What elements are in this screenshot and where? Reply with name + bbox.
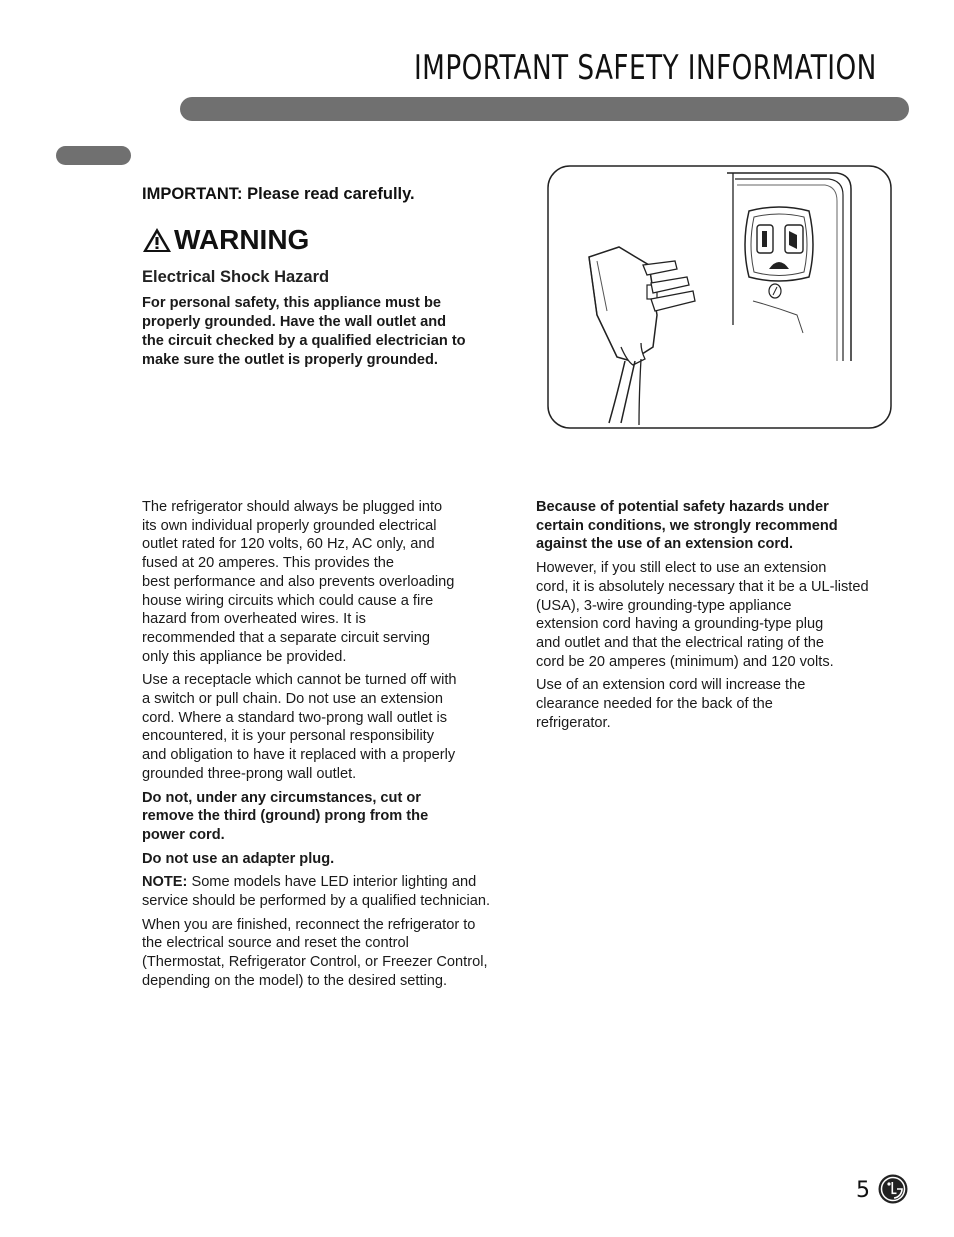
bold-paragraph: Do not, under any circumstances, cut or remove the third (ground) prong from the power cord.: [142, 789, 429, 843]
lg-logo-icon: [878, 1174, 908, 1204]
hazard-text: For personal safety, this appliance must be properly grounded. Have the wall outlet and the circuit checked by a qualified electrician to make sure the outlet is properly grounded.: [142, 295, 466, 368]
note-paragraph: [142, 873, 522, 910]
warning-label: WARNING: [174, 224, 310, 255]
note-label: NOTE:: [142, 874, 188, 891]
illustration-panel: [547, 165, 892, 429]
hazard-title: Electrical Shock Hazard: [142, 268, 330, 286]
page-title: IMPORTANT SAFETY INFORMATION: [414, 48, 877, 88]
bold-paragraph: Do not use an adapter plug.: [142, 850, 335, 867]
section-tab: [56, 146, 131, 165]
note-text: Some models have LED interior lighting and service should be performed by a qualified technician.: [142, 874, 491, 910]
paragraph: However, if you still elect to use an extension cord, it is absolutely necessary that it be a UL-listed (USA), 3-wire grounding-type appliance extension cord having a grounding-type plug and outlet and that the electrical rating of the cord be 20 amperes (minimum) and 120 volts.: [536, 560, 869, 670]
paragraph: When you are finished, reconnect the refrigerator to the electrical source and reset the control (Thermostat, Refrigerator Control, or Freezer Control, depending on the model) to the desired setting.: [142, 916, 488, 989]
warning-triangle-icon: [142, 227, 172, 253]
important-notice: IMPORTANT: Please read carefully.: [142, 185, 415, 203]
paragraph: The refrigerator should always be plugged into its own individual properly grounded electrical outlet rated for 120 volts, 60 Hz, AC only, and fused at 20 amperes. This provides the best performance and also prevents overloading house wiring circuits which could cause a fire hazard from overheated wires. It is recommended that a separate circuit serving only this appliance be provided.: [142, 499, 455, 665]
title-bar: [180, 97, 909, 121]
page-number: 5: [856, 1178, 870, 1203]
paragraph: Use of an extension cord will increase the clearance needed for the back of the refrigerator.: [536, 677, 806, 731]
body-column-left: [142, 498, 522, 996]
warning-heading: [142, 224, 309, 256]
grounded-plug-and-outlet-icon: [547, 165, 892, 429]
body-column-right: [536, 498, 906, 737]
paragraph: Use a receptacle which cannot be turned off with a switch or pull chain. Do not use an extension cord. Where a standard two-prong wall outlet is encountered, it is your personal responsibility and obligation to have it replaced with a properly grounded three-prong wall outlet.: [142, 672, 457, 782]
bold-paragraph: Because of potential safety hazards under certain conditions, we strongly recommend against the use of an extension cord.: [536, 499, 838, 553]
